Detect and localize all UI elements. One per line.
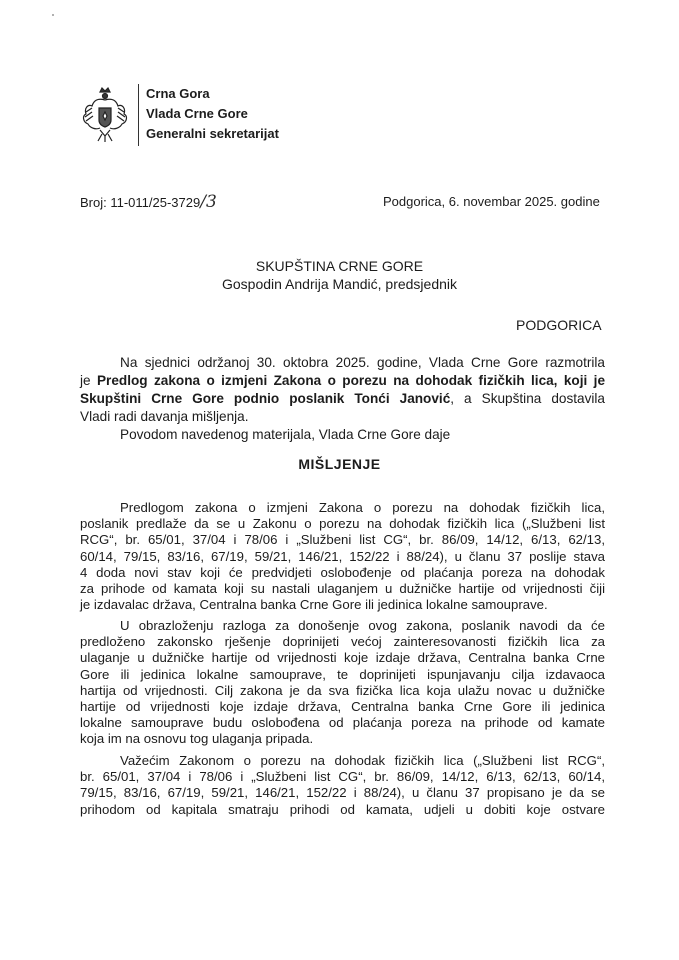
paragraph-line: prihodom od kapitala smatraju prihodi od kamata, udjeli u dobiti koje ostvare	[80, 801, 605, 817]
paragraph-line: koja im na osnovu tog ulaganja pripada.	[80, 731, 314, 747]
org-country: Crna Gora	[146, 86, 210, 101]
intro-line: Vladi radi davanja mišljenja.	[80, 409, 249, 424]
paragraph-3	[80, 753, 605, 818]
paragraph-line: poslanik predlaže da se u Zakonu o porezu na dohodak fizičkih lica („Službeni list	[80, 516, 605, 532]
reference-number	[80, 192, 217, 212]
paragraph-line: hartije od vrijednosti koje izdaje država, Centralna banka Crne Gore ili jedinica	[80, 699, 605, 715]
reference-number-handwritten: /3	[200, 192, 217, 212]
intro-text: je	[80, 373, 97, 388]
scan-speck	[52, 14, 54, 16]
addressee-city: PODGORICA	[516, 317, 602, 333]
paragraph-line: hartija od vrijednosti. Cilj zakona je da sva fizička lica koja ulažu novac u dužničke	[80, 682, 605, 698]
addressee-name: SKUPŠTINA CRNE GORE	[255, 258, 424, 274]
paragraph-line: lokalne samouprave budu oslobođena od plaćanja poreza na prihode od kamate	[80, 715, 605, 731]
paragraph-line: 79/15, 83/16, 67/19, 59/21, 146/21, 152/22 i 88/24), u članu 37 propisano je da se	[80, 785, 605, 801]
place-date: Podgorica, 6. novembar 2025. godine	[383, 194, 600, 209]
org-government: Vlada Crne Gore	[146, 106, 248, 121]
paragraph-line: Gore ili jedinica lokalne samouprave, te doprinijeti ispunjavanju cilja izdavaoca	[80, 666, 605, 682]
paragraph-line: za prihode od kamata koji su nastali ulaganjem u dužničke hartije od vrijednosti čiji	[80, 581, 605, 597]
paragraph-line: ulaganje u dužničke hartije od vrijednosti koje izdaje država, Centralna banka Crne	[80, 650, 605, 666]
reference-number-text: Broj: 11-011/25-3729	[80, 195, 201, 210]
paragraph-line: U obrazloženju razloga za donošenje ovog zakona, poslanik navodi da će	[120, 618, 605, 633]
paragraph-line: 4 doda novi stav koji će predvidjeti oslobođenje od plaćanja poreza na dohodak	[80, 564, 605, 580]
paragraph-line: predloženo zakonsko rješenje doprinijeti većoj zainteresovanosti fizičkih lica za	[80, 634, 605, 650]
bill-title: Predlog zakona o izmjeni Zakona o porezu na dohodak fizičkih lica, koji je	[96, 373, 605, 388]
org-secretariat: Generalni sekretarijat	[146, 126, 279, 141]
intro-line-bold	[80, 372, 605, 390]
intro-line-bold	[80, 390, 605, 408]
paragraph-line: je izdavalac država, Centralna banka Crne Gore ili jedinica lokalne samouprave.	[80, 597, 548, 613]
intro-line: Povodom navedenog materijala, Vlada Crne Gore daje	[120, 427, 451, 442]
paragraph-line: Važećim Zakonom o porezu na dohodak fizičkih lica („Službeni list RCG“,	[120, 753, 605, 768]
paragraph-line: br. 65/01, 37/04 i 78/06 i „Službeni list CG“, br. 86/09, 14/12, 6/13, 62/13, 60/14,	[80, 769, 605, 785]
intro-line: Na sjednici održanoj 30. oktobra 2025. godine, Vlada Crne Gore razmotrila	[120, 355, 605, 370]
paragraph-line: 60/14, 79/15, 83/16, 67/19, 59/21, 146/21, 152/22 i 88/24), u članu 37 poslije stava	[80, 548, 605, 564]
coat-of-arms-icon	[80, 86, 130, 144]
header-divider	[138, 84, 139, 146]
paragraph-line: RCG“, br. 65/01, 37/04 i 78/06 i „Službeni list CG“, br. 86/09, 14/12, 6/13, 62/13,	[80, 532, 605, 548]
bill-submitter: Skupštini Crne Gore podnio poslanik Tonći Janović	[80, 391, 451, 406]
paragraph-2	[80, 618, 605, 748]
opinion-heading: MIŠLJENJE	[298, 456, 381, 472]
paragraph-line: Predlogom zakona o izmjeni Zakona o porezu na dohodak fizičkih lica,	[120, 500, 605, 515]
addressee-person: Gospodin Andrija Mandić, predsjednik	[221, 276, 458, 292]
intro-text: , a Skupština dostavila	[450, 391, 605, 406]
paragraph-1	[80, 500, 605, 613]
intro-paragraph	[80, 354, 605, 444]
